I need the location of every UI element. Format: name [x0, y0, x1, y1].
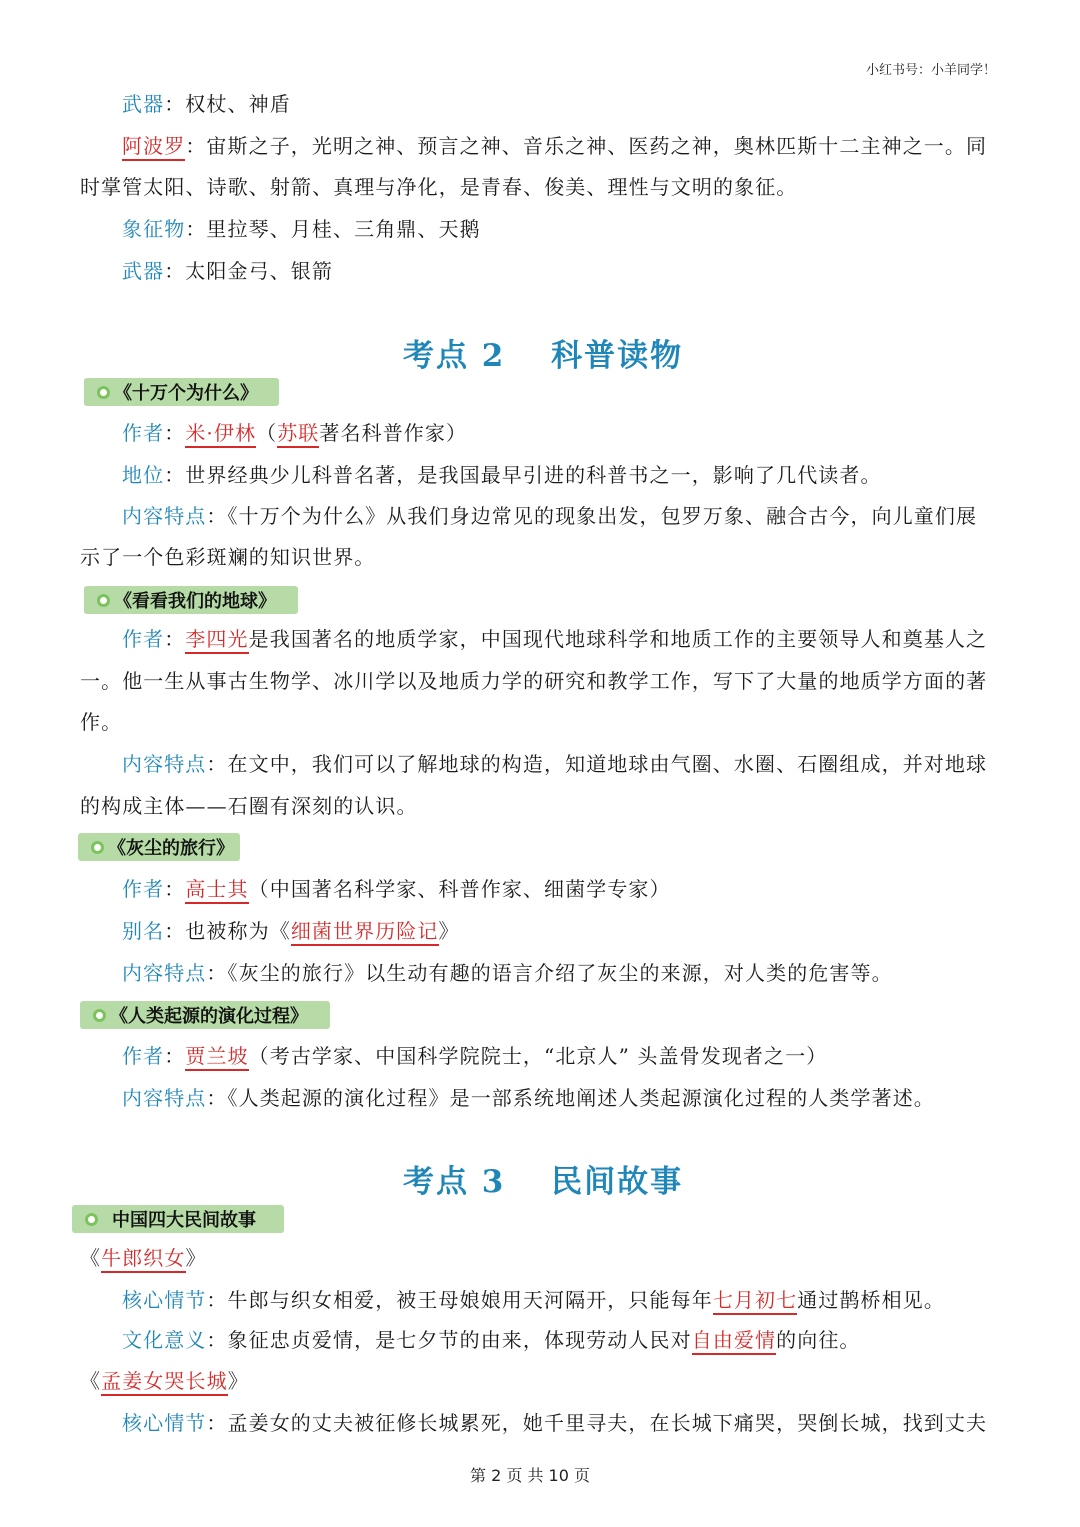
topic-tag-text: 中国四大民间故事: [112, 1210, 256, 1231]
line-text: 通过鹊桥相见。: [797, 1288, 945, 1312]
text-line: [122, 463, 882, 487]
label: 文化意义: [122, 1328, 207, 1352]
topic-tag-text: 《看看我们的地球》: [114, 591, 276, 612]
line-text: ：《人类起源的演化过程》是一部系统地阐述人类起源演化过程的人类学著述。: [206, 1086, 935, 1110]
page-number: 第 2 页 共 10 页: [470, 1466, 590, 1485]
line-text: ：在文中，我们可以了解地球的构造，知道地球由气圈、水圈、石圈组成，并对地球: [206, 752, 988, 776]
text-line: [122, 961, 893, 985]
label: 地位: [122, 463, 165, 487]
text-line: [80, 1369, 249, 1393]
topic-tag-text: 《灰尘的旅行》: [108, 838, 234, 859]
highlighted-name: 米·伊林: [185, 421, 256, 448]
line-text: 《: [80, 1246, 102, 1270]
topic-tag: [80, 1001, 330, 1029]
highlighted-name: 自由爱情: [692, 1328, 776, 1355]
text-line: 一。他一生从事古生物学、冰川学以及地质力学的研究和教学工作，写下了大量的地质学方面的著: [80, 669, 988, 693]
highlighted-name: 高士其: [185, 877, 248, 904]
text-line: [122, 627, 987, 651]
line-text: 》: [438, 919, 460, 943]
section-heading: 考点 3 民间故事: [403, 1164, 684, 1200]
highlighted-name: 牛郎织女: [101, 1246, 185, 1273]
text-line: [122, 1086, 935, 1110]
watermark-text: 小红书号：小羊同学！: [866, 63, 997, 78]
line-text: 的向往。: [776, 1328, 861, 1352]
text-line: [122, 134, 987, 158]
bullet-dot-icon: [97, 594, 110, 607]
highlighted-name: 细菌世界历险记: [291, 919, 439, 946]
label: 内容特点: [122, 961, 207, 985]
topic-tag-text: 《十万个为什么》: [114, 383, 258, 404]
line-text: 著名科普作家）: [319, 421, 468, 445]
topic-tag: [84, 378, 279, 406]
text-line: [122, 919, 460, 943]
text-line: [122, 217, 481, 241]
line-text: 》: [185, 1246, 207, 1270]
line-text: ：: [164, 877, 186, 901]
text-line: [122, 504, 977, 528]
highlighted-name: 贾兰坡: [185, 1044, 248, 1071]
highlighted-name: 苏联: [277, 421, 319, 448]
line-text: ：牛郎与织女相爱，被王母娘娘用天河隔开，只能每年: [206, 1288, 713, 1312]
topic-tag-text: 《人类起源的演化过程》: [110, 1006, 308, 1027]
line-text: ：: [164, 421, 186, 445]
line-text: ：: [164, 627, 186, 651]
bullet-dot-icon: [85, 1213, 98, 1226]
label: 核心情节: [122, 1288, 207, 1312]
line-text: ：太阳金弓、银箭: [164, 259, 334, 283]
text-line: 作。: [80, 710, 123, 734]
label: 武器: [122, 92, 165, 116]
label: 象征物: [122, 217, 186, 241]
line-text: ：《灰尘的旅行》以生动有趣的语言介绍了灰尘的来源，对人类的危害等。: [206, 961, 893, 985]
text-line: [122, 1288, 945, 1312]
label: 内容特点: [122, 504, 207, 528]
text-line: 的构成主体——石圈有深刻的认识。: [80, 794, 418, 818]
bullet-dot-icon: [91, 841, 104, 854]
line-text: 》: [227, 1369, 249, 1393]
label: 作者: [122, 1044, 165, 1068]
text-line: [122, 1411, 987, 1435]
text-line: [122, 752, 987, 776]
label: 内容特点: [122, 1086, 207, 1110]
topic-tag: [84, 586, 298, 614]
line-text: ：孟姜女的丈夫被征修长城累死，她千里寻夫，在长城下痛哭，哭倒长城，找到丈夫: [206, 1411, 988, 1435]
line-text: （中国著名科学家、科普作家、细菌学专家）: [248, 877, 671, 901]
line-text: ：也被称为《: [164, 919, 291, 943]
text-line: [122, 421, 467, 445]
label: 核心情节: [122, 1411, 207, 1435]
line-text: ：权杖、神盾: [164, 92, 291, 116]
line-text: 是我国著名的地质学家，中国现代地球科学和地质工作的主要领导人和奠基人之: [248, 627, 988, 651]
topic-tag: [72, 1205, 284, 1233]
highlighted-name: 李四光: [185, 627, 248, 654]
label: 内容特点: [122, 752, 207, 776]
line-text: ：里拉琴、月桂、三角鼎、天鹅: [185, 217, 481, 241]
bullet-dot-icon: [93, 1009, 106, 1022]
bullet-dot-icon: [97, 386, 110, 399]
text-line: [122, 1044, 827, 1068]
line-text: （考古学家、中国科学院院士，“北京人” 头盖骨发现者之一）: [248, 1044, 828, 1068]
text-line: [122, 877, 671, 901]
text-line: [122, 1328, 861, 1352]
line-text: ：象征忠贞爱情，是七夕节的由来，体现劳动人民对: [206, 1328, 692, 1352]
highlighted-name: 孟姜女哭长城: [101, 1369, 228, 1396]
label: 作者: [122, 421, 165, 445]
label: 作者: [122, 627, 165, 651]
text-line: [122, 259, 333, 283]
text-line: 示了一个色彩斑斓的知识世界。: [80, 545, 376, 569]
text-line: [80, 1246, 207, 1270]
line-text: ：世界经典少儿科普名著，是我国最早引进的科普书之一，影响了几代读者。: [164, 463, 882, 487]
text-line: [122, 92, 291, 116]
label: 作者: [122, 877, 165, 901]
line-text: ：宙斯之子，光明之神、预言之神、音乐之神、医药之神，奥林匹斯十二主神之一。同: [185, 134, 988, 158]
line-text: ：《十万个为什么》从我们身边常见的现象出发，包罗万象、融合古今，向儿童们展: [206, 504, 978, 528]
topic-tag: [78, 833, 240, 861]
highlighted-name: 阿波罗: [122, 134, 185, 161]
line-text: 《: [80, 1369, 102, 1393]
label: 别名: [122, 919, 165, 943]
section-heading: 考点 2 科普读物: [403, 338, 684, 374]
line-text: （: [256, 421, 278, 445]
line-text: ：: [164, 1044, 186, 1068]
text-line: 时掌管太阳、诗歌、射箭、真理与净化，是青春、俊美、理性与文明的象征。: [80, 175, 798, 199]
highlighted-name: 七月初七: [713, 1288, 797, 1315]
label: 武器: [122, 259, 165, 283]
